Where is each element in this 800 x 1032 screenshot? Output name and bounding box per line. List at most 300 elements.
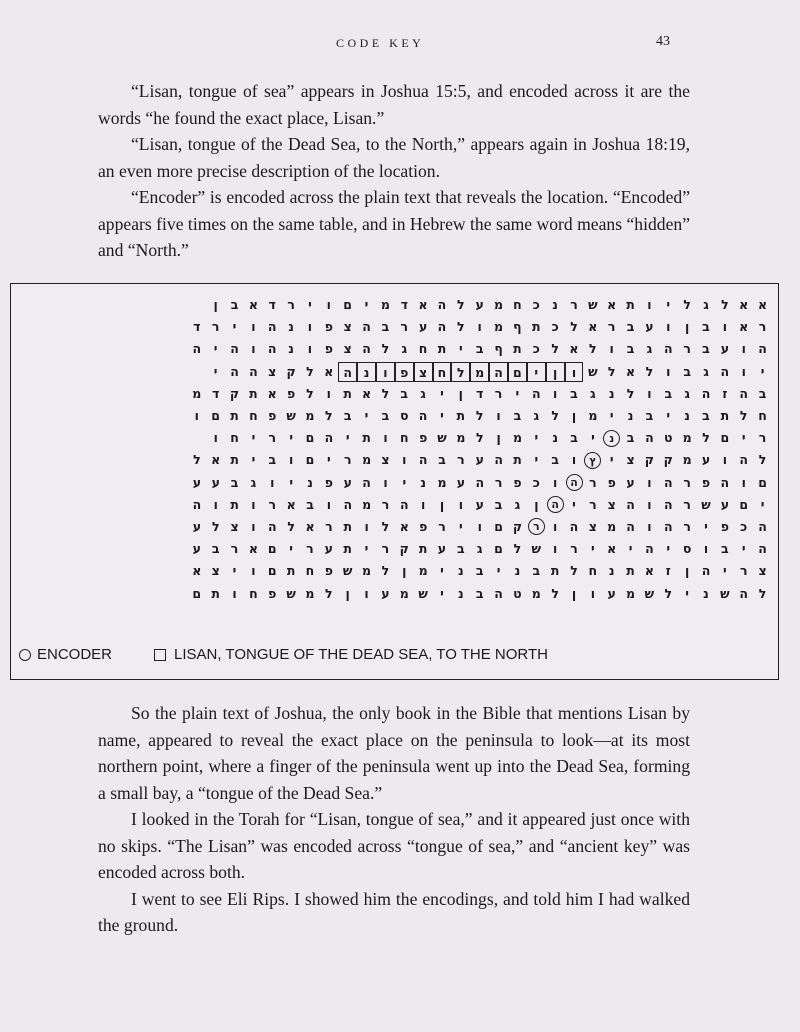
matrix-letter: ע [626, 474, 635, 490]
matrix-letter: מ [682, 452, 692, 468]
matrix-letter: ע [192, 541, 201, 557]
matrix-letter: ת [343, 385, 352, 401]
paragraph: “Lisan, tongue of sea” appears in Joshua 15:5, and encoded across it are the words “he found the exact place, Lisan.” [98, 81, 690, 128]
matrix-letter: כ [740, 518, 748, 534]
matrix-letter: ב [494, 496, 503, 512]
matrix-letter: ג [250, 474, 257, 490]
matrix-letter: ב [702, 408, 710, 424]
matrix-letter: ג [533, 408, 540, 424]
paragraph: “Encoder” is encoded across the plain text that reveals the location. “Encoded” appears five times on the same table, and in Hebrew the same word means “hidden” and “North.” [98, 187, 690, 260]
matrix-letter: ל [607, 363, 616, 379]
matrix-letter: ל [551, 408, 559, 424]
matrix-letter: ה [268, 518, 277, 534]
matrix-letter: פ [324, 319, 333, 335]
matrix-letter: ת [230, 408, 239, 424]
matrix-letter: ט [664, 430, 673, 446]
matrix-letter: ר [343, 452, 352, 468]
matrix-letter: ל [664, 585, 673, 601]
matrix-letter: ע [343, 474, 352, 490]
matrix-letter: ו [383, 430, 388, 446]
matrix-letter: מ [494, 319, 504, 335]
matrix-letter: ע [701, 452, 711, 468]
matrix-letter: מ [362, 496, 372, 512]
matrix-letter: ב [551, 452, 559, 468]
matrix-letter: א [361, 385, 372, 401]
matrix-letter: ב [475, 585, 484, 601]
matrix-letter: מ [512, 430, 522, 446]
matrix-letter: ו [307, 341, 313, 357]
matrix-letter: ל [381, 563, 390, 579]
matrix-letter: י [440, 585, 444, 601]
matrix-letter: ב [758, 385, 767, 401]
matrix-letter: מ [607, 518, 617, 534]
matrix-letter: י [327, 452, 331, 468]
matrix-letter: מ [437, 474, 447, 490]
matrix-letter: ם [720, 430, 730, 446]
matrix-letter: ר [306, 541, 314, 557]
matrix-letter: ה [758, 541, 767, 557]
matrix-letter: ב [626, 341, 635, 357]
matrix-letter: ז [665, 563, 671, 579]
matrix-letter: ו [251, 496, 256, 512]
matrix-letter: ע [192, 518, 202, 534]
matrix-letter: ן [213, 297, 218, 313]
matrix-letter: ה [362, 319, 371, 335]
matrix-letter: א [758, 297, 768, 313]
matrix-letter: ר [528, 518, 545, 535]
matrix-letter: ב [343, 408, 352, 424]
matrix-letter: ן [684, 319, 690, 335]
matrix-letter: ה [720, 474, 730, 490]
matrix-letter: מ [399, 585, 409, 601]
matrix-letter: צ [607, 496, 616, 512]
matrix-letter: ר [381, 496, 390, 512]
matrix-letter: נ [703, 585, 709, 601]
matrix-letter: ת [249, 385, 258, 401]
matrix-letter: ו [213, 430, 218, 446]
matrix-letter: ה [758, 518, 767, 534]
matrix-letter: ל [451, 362, 470, 382]
matrix-row [17, 383, 772, 405]
matrix-letter: א [644, 563, 654, 579]
matrix-letter: ב [457, 541, 465, 557]
matrix-letter: ח [418, 341, 428, 357]
matrix-letter: ל [457, 319, 465, 335]
matrix-letter: ל [325, 585, 333, 601]
matrix-letter: ד [211, 385, 220, 401]
matrix-letter: ט [513, 585, 522, 601]
matrix-letter: ה [547, 496, 564, 513]
matrix-letter: י [590, 541, 595, 557]
square-icon [154, 649, 166, 661]
matrix-letter: ח [305, 563, 315, 579]
matrix-letter: ם [494, 518, 503, 534]
matrix-letter: פ [286, 385, 296, 401]
matrix-letter: פ [268, 585, 277, 601]
matrix-letter: ם [192, 585, 202, 601]
matrix-letter: ו [364, 585, 369, 601]
matrix-letter: י [364, 541, 369, 557]
matrix-letter: ר [589, 496, 597, 512]
matrix-letter: י [232, 319, 237, 335]
matrix-letter: ת [230, 452, 239, 468]
matrix-letter: ת [286, 563, 296, 579]
matrix-letter: ח [230, 430, 239, 446]
matrix-letter: ל [721, 297, 729, 313]
matrix-letter: ו [251, 341, 256, 357]
paragraph: “Lisan, tongue of the Dead Sea, to the North,” appears again in Joshua 18:19, an even more precise description of the location. [98, 134, 690, 181]
code-table [10, 283, 779, 680]
matrix-letter: ה [645, 430, 654, 446]
matrix-letter: ק [512, 518, 523, 534]
matrix-letter: י [440, 408, 444, 424]
matrix-letter: ש [286, 585, 296, 601]
matrix-letter: ה [338, 362, 357, 382]
circle-icon [19, 649, 31, 661]
matrix-letter: ם [211, 408, 220, 424]
matrix-letter: י [213, 341, 218, 357]
matrix-letter: ה [739, 585, 748, 601]
matrix-letter: ח [588, 563, 598, 579]
matrix-letter: ל [570, 563, 578, 579]
matrix-letter: ד [400, 297, 408, 313]
matrix-letter: י [704, 518, 708, 534]
matrix-letter: י [440, 385, 444, 401]
matrix-letter: ג [514, 496, 521, 512]
matrix-letter: ה [626, 518, 635, 534]
matrix-letter: ל [193, 452, 201, 468]
matrix-letter: ה [645, 541, 654, 557]
matrix-letter: ו [647, 385, 652, 401]
matrix-letter: ח [513, 297, 522, 313]
matrix-letter: א [248, 297, 258, 313]
matrix-letter: ל [287, 518, 295, 534]
matrix-letter: י [609, 452, 614, 468]
matrix-letter: צ [268, 363, 277, 379]
matrix-row [17, 294, 772, 316]
matrix-letter: ק [663, 452, 673, 468]
matrix-letter: ן [571, 408, 577, 424]
matrix-letter: ל [325, 408, 333, 424]
matrix-letter: י [723, 563, 727, 579]
matrix-letter: ח [433, 362, 452, 382]
matrix-letter: י [402, 474, 407, 490]
matrix-letter: ה [249, 363, 258, 379]
matrix-letter: ת [362, 430, 371, 446]
matrix-row [17, 449, 772, 471]
matrix-letter: ו [552, 518, 558, 534]
matrix-letter: ר [438, 518, 446, 534]
matrix-letter: ל [739, 408, 748, 424]
matrix-letter: ח [249, 585, 258, 601]
matrix-letter: כ [532, 297, 540, 313]
matrix-letter: ב [513, 408, 522, 424]
matrix-letter: כ [551, 319, 559, 335]
matrix-letter: נ [627, 408, 634, 424]
matrix-letter: ע [475, 452, 484, 468]
matrix-letter: ה [343, 496, 353, 512]
matrix-letter: י [591, 430, 595, 446]
matrix-letter: א [324, 363, 334, 379]
matrix-letter: ל [551, 585, 559, 601]
matrix-row [17, 338, 772, 360]
matrix-letter: ב [475, 341, 484, 357]
matrix-letter: ב [683, 363, 691, 379]
matrix-letter: ל [381, 518, 390, 534]
matrix-letter: ע [475, 297, 484, 313]
matrix-letter: ע [324, 541, 333, 557]
matrix-letter: ו [477, 319, 482, 335]
matrix-row [17, 472, 772, 494]
matrix-letter: ב [626, 319, 635, 335]
matrix-letter: ו [270, 474, 275, 490]
matrix-letter: ו [565, 362, 584, 382]
matrix-letter: ו [496, 408, 501, 424]
matrix-letter: ר [400, 319, 408, 335]
matrix-letter: י [496, 563, 501, 579]
matrix-letter: ב [475, 563, 484, 579]
matrix-letter: ם [305, 430, 315, 446]
matrix-letter: ז [722, 385, 728, 401]
matrix-letter: י [760, 363, 765, 379]
matrix-letter: ש [720, 585, 730, 601]
matrix-letter: ה [720, 363, 730, 379]
matrix-letter: ל [589, 341, 597, 357]
matrix-letter: ס [399, 408, 409, 424]
matrix-letter: ש [342, 563, 353, 579]
matrix-letter: י [213, 363, 218, 379]
matrix-letter: נ [307, 474, 313, 490]
matrix-letter: ת [211, 585, 220, 601]
matrix-letter: ב [702, 319, 710, 335]
matrix-letter: ת [626, 563, 635, 579]
matrix-letter: ל [457, 297, 465, 313]
matrix-letter: ש [437, 430, 447, 446]
matrix-letter: ם [267, 541, 277, 557]
matrix-letter: י [628, 541, 633, 557]
matrix-letter: ו [666, 363, 671, 379]
matrix-letter: ה [437, 297, 447, 313]
matrix-letter: ן [546, 362, 565, 382]
matrix-letter: ם [343, 297, 353, 313]
matrix-letter: ל [475, 430, 484, 446]
matrix-letter: ת [456, 408, 466, 424]
matrix-letter: פ [324, 474, 333, 490]
matrix-letter: ן [439, 496, 445, 512]
matrix-letter: י [364, 408, 369, 424]
matrix-letter: ב [645, 408, 654, 424]
matrix-letter: נ [420, 474, 427, 490]
matrix-letter: ת [720, 408, 730, 424]
matrix-letter: ח [249, 408, 258, 424]
matrix-letter: מ [192, 385, 202, 401]
matrix-letter: פ [607, 474, 616, 490]
matrix-letter: ר [683, 518, 691, 534]
matrix-letter: ג [590, 385, 596, 401]
paragraph: I went to see Eli Rips. I showed him the encodings, and told him I had walked the ground. [98, 888, 690, 935]
matrix-letter: ש [644, 585, 655, 601]
matrix-letter: ב [400, 385, 409, 401]
matrix-letter: י [609, 408, 614, 424]
matrix-letter: י [440, 563, 444, 579]
matrix-letter: ר [211, 319, 220, 335]
matrix-letter: ה [739, 452, 748, 468]
matrix-letter: ן [345, 585, 350, 601]
matrix-letter: א [248, 541, 258, 557]
matrix-letter: ג [476, 541, 483, 557]
matrix-letter: ה [494, 452, 503, 468]
matrix-letter: ה [663, 341, 673, 357]
matrix-letter: ק [229, 385, 240, 401]
paragraph: So the plain text of Joshua, the only book in the Bible that mentions Lisan by name, appeared to reveal the exact place on the peninsula to look—at its most northern point, where a finger of the peninsula went up into the Dead Sea, forming a small bay, a “tongue of the Dead Sea.” [98, 703, 690, 803]
matrix-letter: ג [420, 385, 426, 401]
legend [19, 646, 548, 663]
matrix-letter: ב [721, 541, 729, 557]
matrix-letter: ב [438, 452, 446, 468]
matrix-letter: ל [306, 385, 314, 401]
matrix-letter: ץ [584, 452, 601, 469]
matrix-letter: ו [722, 319, 727, 335]
matrix-letter: ה [267, 319, 277, 335]
matrix-letter: פ [324, 341, 333, 357]
matrix-letter: ע [192, 474, 202, 490]
matrix-letter: י [308, 297, 312, 313]
matrix-letter: מ [362, 563, 372, 579]
matrix-letter: ב [381, 319, 390, 335]
matrix-letter: ר [381, 541, 390, 557]
matrix-letter: ג [703, 363, 709, 379]
matrix-letter: נ [684, 408, 690, 424]
matrix-letter: ו [741, 474, 746, 490]
matrix-row [17, 361, 772, 383]
matrix-letter: ם [267, 563, 277, 579]
matrix-letter: ה [663, 474, 673, 490]
matrix-letter: א [399, 518, 409, 534]
matrix-letter: מ [305, 585, 315, 601]
matrix-letter: ה [192, 496, 202, 512]
matrix-letter: ה [400, 496, 409, 512]
matrix-letter: ר [268, 496, 277, 512]
matrix-letter: נ [603, 430, 620, 447]
matrix-letter: י [459, 518, 463, 534]
matrix-letter: ל [758, 452, 767, 468]
matrix-letter: א [286, 496, 296, 512]
matrix-letter: ר [287, 297, 295, 313]
matrix-letter: י [534, 452, 539, 468]
matrix-letter: פ [720, 518, 729, 534]
matrix-letter: מ [470, 362, 489, 382]
matrix-letter: א [607, 541, 617, 557]
matrix-letter: מ [418, 563, 428, 579]
matrix-letter: ע [456, 474, 466, 490]
matrix-letter: ו [477, 518, 482, 534]
matrix-letter: ה [701, 563, 711, 579]
matrix-letter: י [345, 430, 350, 446]
matrix-letter: פ [513, 474, 522, 490]
matrix-letter: ה [758, 341, 767, 357]
matrix-letter: י [666, 297, 671, 313]
matrix-letter: ה [475, 474, 485, 490]
matrix-letter: ר [494, 385, 503, 401]
matrix-letter: י [289, 430, 293, 446]
matrix-letter: ג [703, 297, 709, 313]
matrix-letter: ו [364, 518, 369, 534]
matrix-letter: ו [289, 452, 294, 468]
matrix-letter: א [607, 297, 617, 313]
matrix-letter: ב [702, 341, 710, 357]
matrix-letter: ע [607, 585, 616, 601]
matrix-letter: מ [305, 408, 315, 424]
matrix-letter: ו [251, 319, 256, 335]
matrix-letter: ע [720, 341, 730, 357]
matrix-letter: א [267, 385, 277, 401]
matrix-letter: ו [251, 518, 256, 534]
matrix-letter: ב [570, 385, 578, 401]
matrix-letter: ל [570, 319, 578, 335]
matrix-letter: ר [570, 541, 578, 557]
matrix-row [17, 516, 772, 538]
matrix-letter: ש [418, 585, 428, 601]
matrix-letter: ו [647, 474, 652, 490]
matrix-letter: ה [739, 385, 748, 401]
matrix-letter: י [741, 541, 746, 557]
matrix-letter: ם [508, 362, 527, 382]
matrix-letter: נ [608, 385, 615, 401]
matrix-letter: ד [193, 319, 201, 335]
matrix-letter: י [572, 496, 576, 512]
matrix-letter: א [211, 452, 221, 468]
matrix-letter: ו [213, 496, 218, 512]
matrix-letter: ה [324, 430, 334, 446]
matrix-letter: נ [552, 430, 559, 446]
matrix-letter: צ [343, 341, 352, 357]
body-text-top [98, 78, 690, 264]
matrix-letter: ת [437, 341, 447, 357]
matrix-letter: ף [513, 319, 522, 335]
matrix-letter: פ [324, 563, 333, 579]
matrix-letter: צ [414, 362, 433, 382]
matrix-letter: נ [457, 563, 464, 579]
matrix-letter: ו [552, 541, 558, 557]
matrix-letter: ד [268, 297, 276, 313]
matrix-letter: ר [494, 474, 503, 490]
matrix-letter: ן [402, 563, 407, 579]
matrix-row [17, 582, 772, 604]
matrix-letter: צ [626, 452, 635, 468]
legend-encoder: ENCODER [37, 646, 113, 663]
matrix-letter: ו [590, 585, 595, 601]
matrix-letter: ר [230, 541, 239, 557]
matrix-letter: א [739, 297, 749, 313]
matrix-row [17, 560, 772, 582]
matrix-letter: ב [626, 430, 635, 446]
matrix-letter: ר [589, 474, 597, 490]
matrix-letter: ב [230, 297, 239, 313]
matrix-letter: ל [626, 385, 635, 401]
matrix-letter: ה [267, 341, 277, 357]
matrix-letter: ב [306, 496, 314, 512]
matrix-letter: ל [381, 385, 390, 401]
matrix-row [17, 538, 772, 560]
matrix-letter: י [666, 408, 671, 424]
matrix-letter: ל [683, 297, 691, 313]
matrix-letter: י [251, 452, 256, 468]
matrix-letter: ש [531, 541, 541, 557]
matrix-letter: ה [663, 518, 673, 534]
matrix-letter: ב [664, 385, 673, 401]
matrix-letter: מ [682, 430, 692, 446]
matrix-letter: ע [720, 496, 730, 512]
